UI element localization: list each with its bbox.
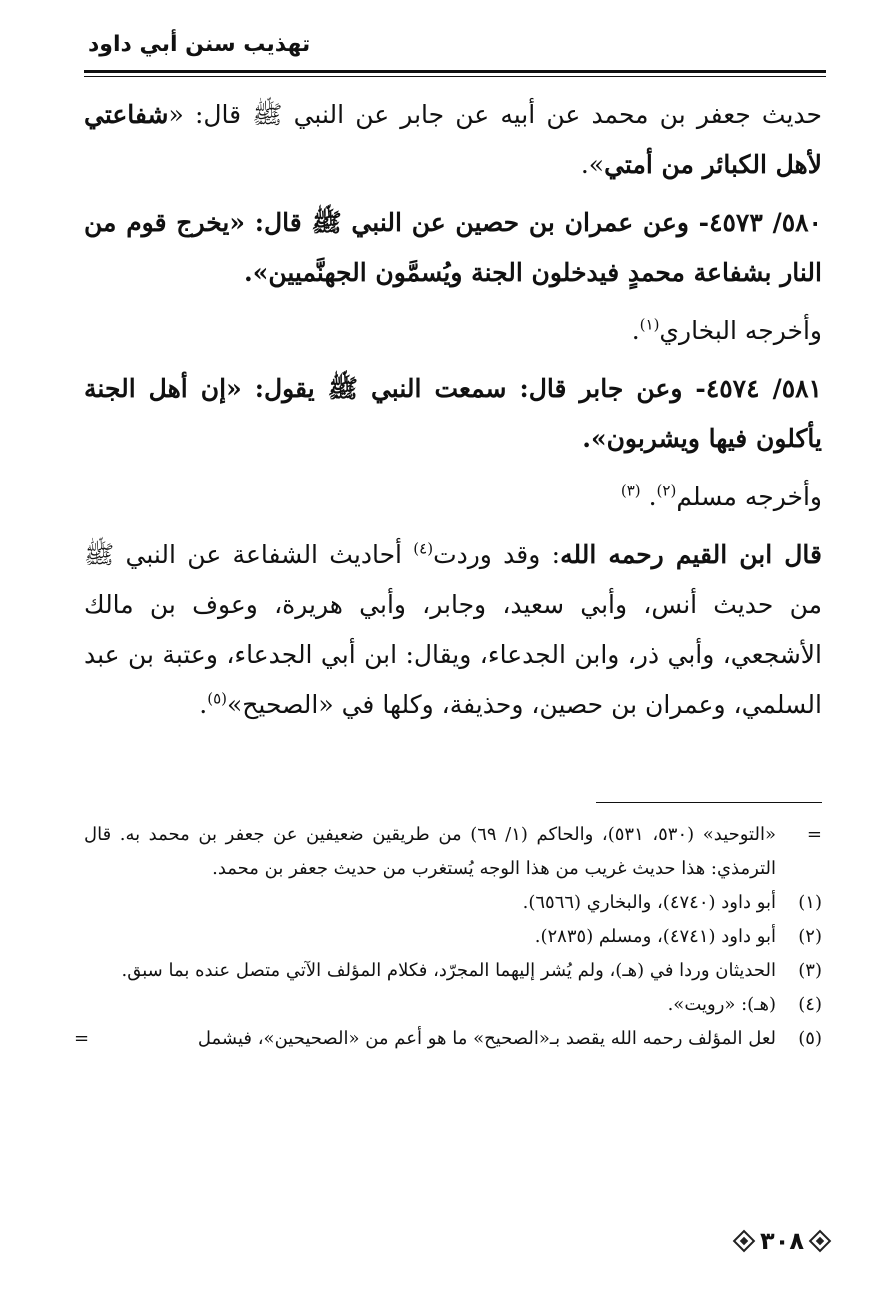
text-run: وأخرجه البخاري [659, 316, 822, 345]
footnote-text: (هـ): «رويت». [667, 994, 776, 1015]
ornament-icon [734, 1231, 754, 1251]
footnote-1 [84, 886, 822, 920]
footnote-number: (٢) [798, 926, 822, 947]
text-run: . [631, 316, 640, 345]
footnote-ref-3[interactable]: (٣) [620, 481, 641, 500]
takhrij-muslim [84, 472, 822, 522]
text-run: : وقد وردت [433, 540, 561, 569]
text-run: حديث جعفر بن محمد عن أبيه عن جابر عن النبي ﷺ قال: « [168, 100, 822, 129]
footnote-number: (٣) [798, 960, 822, 981]
text-run: وأخرجه مسلم [676, 482, 822, 511]
footnote-text: الحديثان وردا في (هـ)، ولم يُشر إليهما المجرّد، فكلام المؤلف الآتي متصل عنده بما سبق. [121, 960, 776, 981]
footnote-ref-4[interactable]: (٤) [413, 539, 434, 558]
text-run: . [199, 690, 208, 719]
footnote-text: لعل المؤلف رحمه الله يقصد بـ«الصحيح» ما هو أعم من «الصحيحين»، فيشمل [197, 1028, 776, 1049]
footnote-3 [84, 954, 822, 988]
footnote-text: «التوحيد» (٥٣٠، ٥٣١)، والحاكم (١/ ٦٩) من طريقين ضعيفين عن جعفر بن محمد به. قال الترمذي: هذا حديث غريب من هذا الوجه يُستغرب من حديث جعفر بن محمد. [84, 824, 776, 879]
footnote-ref-5[interactable]: (٥) [207, 689, 227, 708]
footnote-ref-2[interactable]: (٢) [656, 481, 677, 500]
page-number [720, 1226, 830, 1256]
text-run: . [640, 482, 657, 511]
text-run: ». [580, 150, 605, 179]
text-run: أحاديث الشفاعة عن النبي ﷺ من حديث أنس، وأبي سعيد، وجابر، وأبي هريرة، وعوف بن مالك الأشجعي، وأبي ذر، وابن الجدعاء، ويقال: ابن أبي الجدعاء، وعتبة بن عبد السلمي، وعمران بن حصين، وحذيفة، وكلها في «الصحيح» [84, 540, 822, 719]
footnote-2 [84, 920, 822, 954]
footnote-separator [596, 802, 822, 803]
running-header-title: تهذيب سنن أبي داود [88, 32, 311, 57]
continuation-marker-end: = [74, 1028, 90, 1049]
header-rule-thin [84, 76, 826, 77]
footnote-ref-1[interactable]: (١) [639, 315, 660, 334]
hadith-text-bold: شفاعتي لأهل الكبائر من أمتي [84, 100, 822, 179]
author-lead: قال ابن القيم رحمه الله [560, 540, 822, 569]
footnote-number: (٥) [798, 1028, 822, 1049]
paragraph-jafar-hadith [84, 90, 822, 190]
hadith-581: ٥٨١/ ٤٥٧٤- وعن جابر قال: سمعت النبي ﷺ يقول: «إن أهل الجنة يأكلون فيها ويشربون». [84, 374, 822, 453]
footnote-4 [84, 988, 822, 1022]
footnote-text: أبو داود (٤٧٤٠)، والبخاري (٦٥٦٦). [522, 892, 776, 913]
footnote-continuation [84, 818, 822, 886]
footnote-number: (١) [798, 892, 822, 913]
footnotes [74, 818, 822, 1056]
footnote-text: أبو داود (٤٧٤١)، ومسلم (٢٨٣٥). [534, 926, 776, 947]
ibn-qayyim-commentary [84, 530, 822, 730]
footnote-5 [74, 1022, 822, 1056]
footnote-number: (٤) [798, 994, 822, 1015]
main-text [84, 90, 822, 730]
hadith-580: ٥٨٠/ ٤٥٧٣- وعن عمران بن حصين عن النبي ﷺ قال: «يخرج قوم من النار بشفاعة محمدٍ فيدخلون الجنة ويُسمَّون الجهنَّميين». [84, 208, 822, 287]
continuation-marker: = [806, 824, 822, 845]
header-rule-thick [84, 70, 826, 73]
ornament-icon [810, 1231, 830, 1251]
page-number-text: ٣٠٨ [760, 1227, 804, 1255]
takhrij-bukhari [84, 306, 822, 356]
